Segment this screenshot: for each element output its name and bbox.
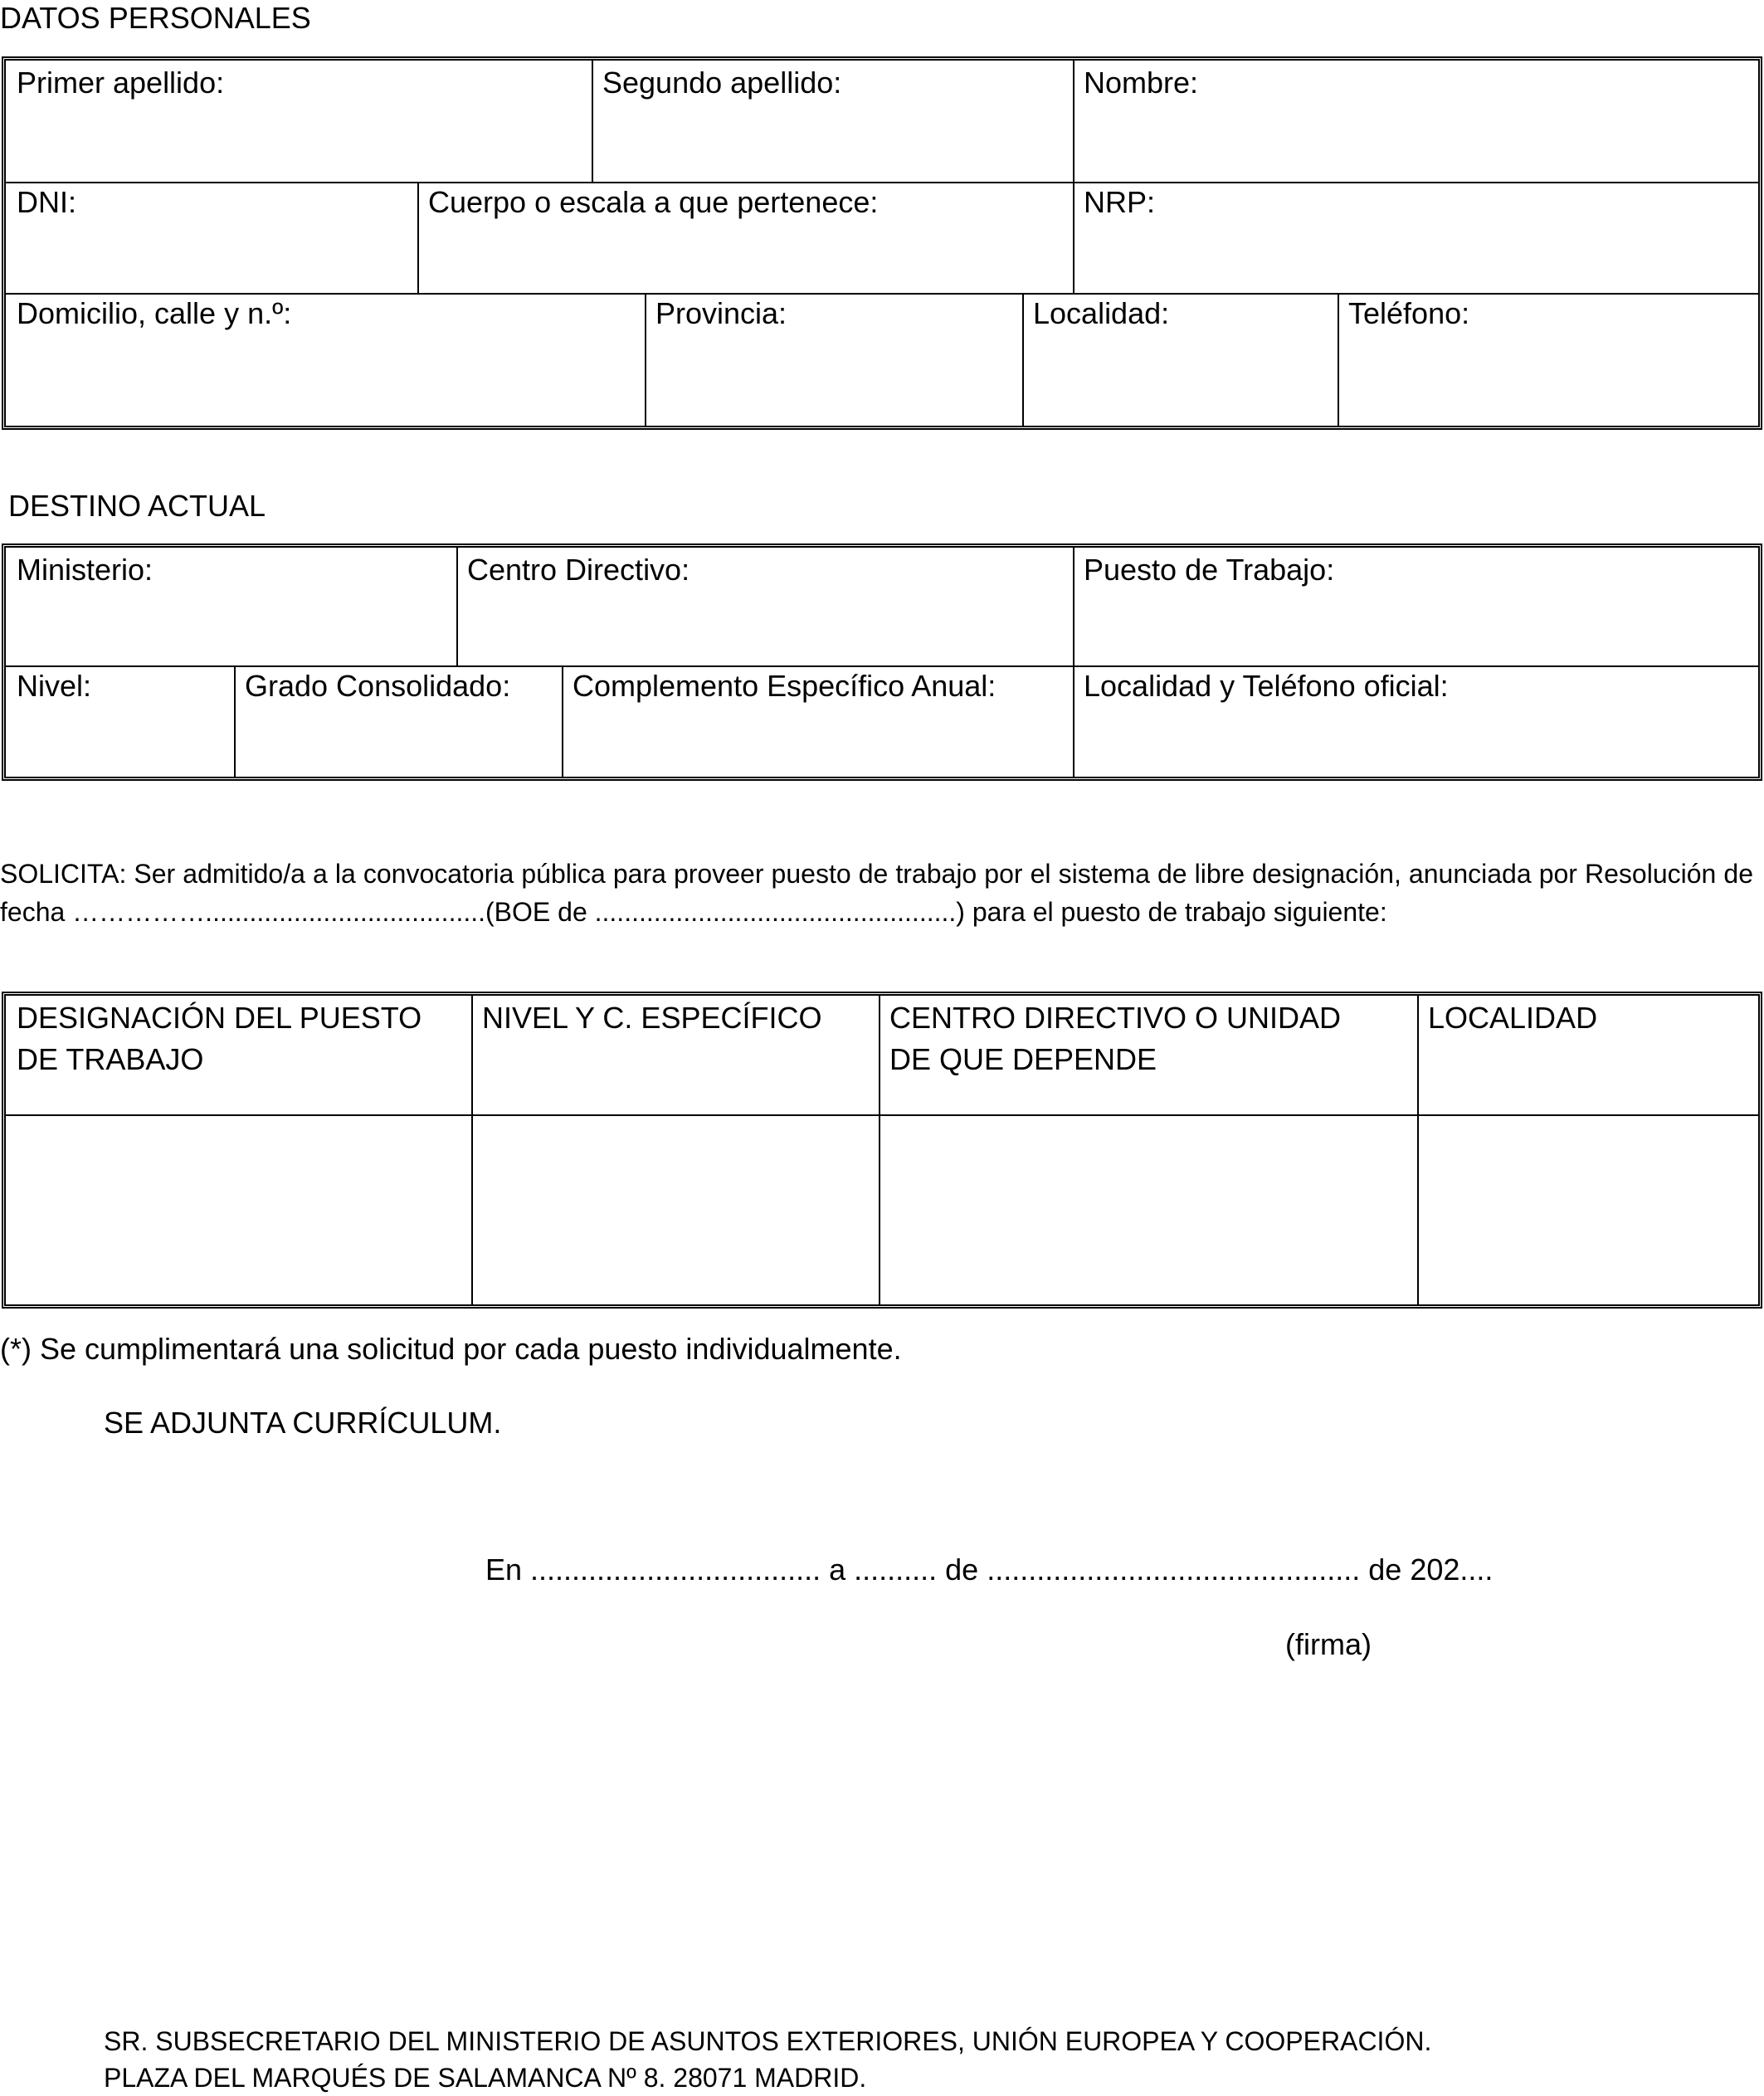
field-complemento-especifico[interactable]: Complemento Específico Anual: bbox=[573, 669, 997, 703]
cell-localidad-input[interactable] bbox=[1419, 1116, 1758, 1305]
col-divider bbox=[1073, 548, 1074, 667]
destino-actual-table bbox=[2, 543, 1762, 781]
datos-personales-table bbox=[2, 56, 1762, 430]
field-segundo-apellido[interactable]: Segundo apellido: bbox=[602, 66, 842, 100]
col-divider bbox=[234, 665, 236, 778]
header-line: CENTRO DIRECTIVO O UNIDAD bbox=[889, 1001, 1342, 1035]
field-localidad-telefono-oficial[interactable]: Localidad y Teléfono oficial: bbox=[1084, 669, 1449, 703]
header-line: DE TRABAJO bbox=[17, 1042, 204, 1076]
adjunta-curriculum: SE ADJUNTA CURRÍCULUM. bbox=[104, 1406, 502, 1440]
row-divider bbox=[6, 182, 1758, 183]
header-line: NIVEL Y C. ESPECÍFICO bbox=[482, 1001, 822, 1035]
field-cuerpo-escala[interactable]: Cuerpo o escala a que pertenece: bbox=[428, 185, 879, 219]
col-divider bbox=[1073, 665, 1074, 778]
field-primer-apellido[interactable]: Primer apellido: bbox=[17, 66, 225, 100]
field-grado-consolidado[interactable]: Grado Consolidado: bbox=[245, 669, 511, 703]
col-divider bbox=[1022, 293, 1024, 427]
col-divider bbox=[456, 548, 458, 667]
header-localidad bbox=[1428, 997, 1597, 1039]
field-provincia[interactable]: Provincia: bbox=[655, 296, 787, 330]
section-title-datos-personales: DATOS PERSONALES bbox=[0, 1, 311, 35]
col-divider bbox=[562, 665, 563, 778]
puesto-solicitado-table bbox=[2, 992, 1762, 1309]
cell-designacion-input[interactable] bbox=[6, 1116, 471, 1305]
field-ministerio[interactable]: Ministerio: bbox=[17, 553, 153, 587]
field-dni[interactable]: DNI: bbox=[17, 185, 76, 219]
solicita-label: SOLICITA: bbox=[0, 859, 127, 889]
header-nivel-especifico bbox=[482, 997, 821, 1039]
section-title-destino-actual: DESTINO ACTUAL bbox=[8, 489, 266, 523]
cell-nivel-input[interactable] bbox=[473, 1116, 879, 1305]
fecha-lugar-line[interactable]: En ................................... a .......... de ............................................. de 202.... bbox=[485, 1553, 1494, 1587]
field-telefono[interactable]: Teléfono: bbox=[1348, 296, 1470, 330]
header-line: LOCALIDAD bbox=[1428, 1001, 1598, 1035]
field-nrp[interactable]: NRP: bbox=[1084, 185, 1156, 219]
field-puesto-trabajo[interactable]: Puesto de Trabajo: bbox=[1084, 553, 1335, 587]
header-centro-directivo bbox=[889, 997, 1341, 1080]
field-localidad[interactable]: Localidad: bbox=[1033, 296, 1170, 330]
col-divider bbox=[417, 182, 419, 295]
destinatario-line2: PLAZA DEL MARQUÉS DE SALAMANCA Nº 8. 28071 MADRID. bbox=[104, 2063, 867, 2093]
header-line: DESIGNACIÓN DEL PUESTO bbox=[17, 1001, 422, 1035]
col-divider bbox=[1338, 293, 1339, 427]
col-divider bbox=[645, 293, 646, 427]
firma-label: (firma) bbox=[1285, 1627, 1372, 1661]
note-una-solicitud: (*) Se cumplimentará una solicitud por cada puesto individualmente. bbox=[0, 1332, 902, 1366]
field-domicilio[interactable]: Domicilio, calle y n.º: bbox=[17, 296, 292, 330]
field-nivel[interactable]: Nivel: bbox=[17, 669, 92, 703]
field-centro-directivo[interactable]: Centro Directivo: bbox=[467, 553, 690, 587]
header-line: DE QUE DEPENDE bbox=[889, 1042, 1157, 1076]
cell-centro-input[interactable] bbox=[880, 1116, 1417, 1305]
col-divider bbox=[1073, 61, 1074, 183]
col-divider bbox=[1073, 182, 1074, 295]
col-divider bbox=[592, 61, 593, 183]
solicita-text: Ser admitido/a a la convocatoria pública para proveer puesto de trabajo por el sistema de libre designación, anunciada por Resolución de fecha ……………......................................(BOE de .................................................) para el puesto de trabajo siguiente: bbox=[0, 859, 1753, 927]
solicita-paragraph bbox=[0, 855, 1753, 931]
field-nombre[interactable]: Nombre: bbox=[1084, 66, 1199, 100]
header-designacion-puesto bbox=[17, 997, 422, 1080]
destinatario-line1: SR. SUBSECRETARIO DEL MINISTERIO DE ASUNTOS EXTERIORES, UNIÓN EUROPEA Y COOPERACIÓN. bbox=[104, 2026, 1432, 2056]
